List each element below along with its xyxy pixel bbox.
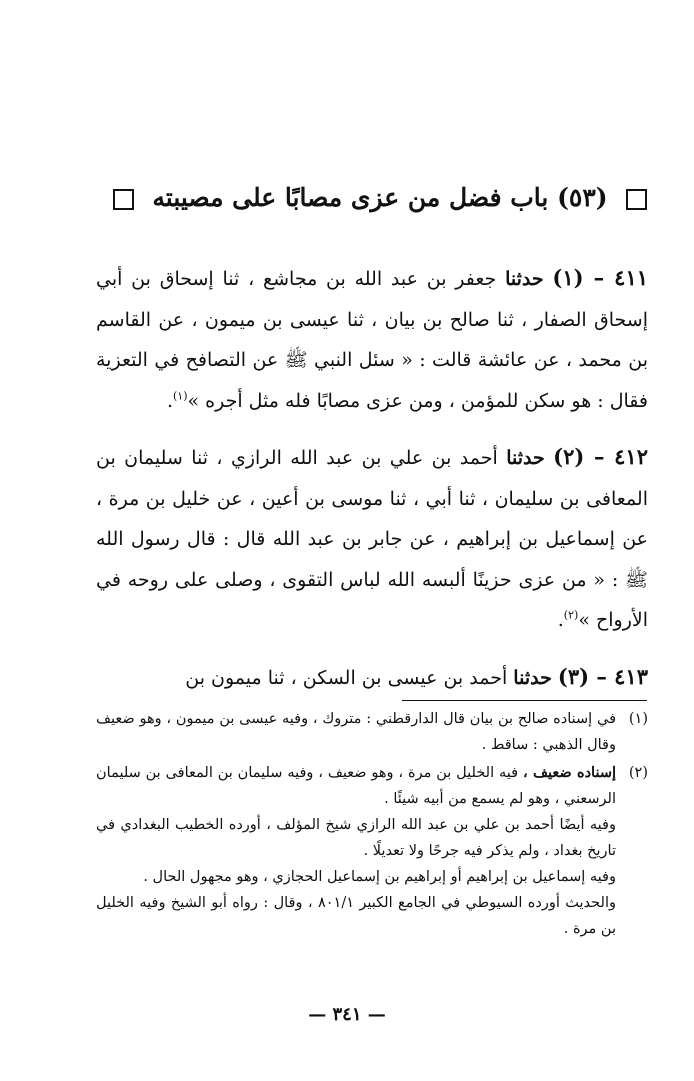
hadith-413 — [96, 657, 648, 699]
footnote-ref: (١) — [172, 389, 188, 403]
footnote-line: إسناده ضعيف ، فيه الخليل بن مرة ، وهو ضعيف ، وفيه سليمان بن المعافى بن سليمان الرسعني ، وهو لم يسمع من أبيه شيئًا . — [96, 764, 616, 807]
hadith-text: أحمد بن علي بن عبد الله الرازي ، ثنا سليمان بن المعافى بن سليمان ، ثنا أبي ، ثنا موسى بن أعين ، عن خليل بن مرة ، عن إسماعيل بن إبراهيم ، عن جابر بن عبد الله قال : قال رسول الله ﷺ : « من عزى حزينًا ألبسه الله لباس التقوى ، وصلى على روحه في الأرواح » — [96, 447, 648, 631]
haddathana: حدثنا — [513, 666, 552, 689]
hadith-number: ٤١٢ – (٢) — [553, 444, 648, 469]
chapter-title: (٥٣) باب فضل من عزى مصابًا على مصيبته — [152, 183, 608, 212]
footnote-2 — [96, 760, 648, 942]
footnote-line: في إسناده صالح بن بيان قال الدارقطني : متروك ، وفيه عيسى بن ميمون ، وهو ضعيف وقال الذهبي : ساقط . — [96, 711, 616, 753]
hadith-number: ٤١٣ – (٣) — [557, 663, 648, 689]
footnote-line: والحديث أورده السيوطي في الجامع الكبير ٨٠١/١ ، وقال : رواه أبو الشيخ وفيه الخليل بن مرة . — [96, 895, 616, 937]
footnote-divider — [402, 700, 647, 701]
page-number: — ٣٤١ — — [308, 1004, 386, 1025]
footnote-number: (١) — [628, 711, 648, 727]
footnote-body — [96, 760, 616, 942]
footnote-body — [96, 706, 616, 758]
hadith-text: جعفر بن عبد الله بن مجاشع ، ثنا إسحاق بن أبي إسحاق الصفار ، ثنا صالح بن بيان ، ثنا عيسى بن ميمون ، عن القاسم بن محمد ، عن عائشة قالت : « سئل النبي ﷺ عن التصافح في التعزية فقال : هو سكن للمؤمن ، ومن عزى مصابًا فله مثل أجره » — [96, 268, 648, 412]
hadith-end: . — [557, 609, 564, 631]
footnote-1 — [96, 706, 648, 758]
hadith-text: أحمد بن عيسى بن السكن ، ثنا ميمون بن — [185, 666, 508, 689]
heading-box-right — [626, 189, 647, 210]
hadith-end: . — [166, 389, 173, 412]
footnotes — [96, 706, 648, 944]
haddathana: حدثنا — [506, 447, 545, 469]
chapter-heading — [100, 178, 660, 218]
footnote-ref: (٢) — [563, 608, 579, 622]
footnote-number: (٢) — [628, 765, 648, 781]
haddathana: حدثنا — [505, 268, 544, 290]
footnote-line: وفيه أيضًا أحمد بن علي بن عبد الله الرازي شيخ المؤلف ، أورده الخطيب البغدادي في تاريخ بغداد ، ولم يذكر فيه جرحًا ولا تعديلًا . — [96, 817, 616, 859]
heading-box-left — [113, 189, 134, 210]
hadith-number: ٤١١ – (١) — [552, 265, 649, 290]
footnote-line: وفيه إسماعيل بن إبراهيم أو إبراهيم بن إسماعيل الحجازي ، وهو مجهول الحال . — [143, 869, 616, 885]
main-text — [96, 258, 648, 714]
hadith-412 — [96, 437, 648, 641]
hadith-411 — [96, 258, 648, 421]
